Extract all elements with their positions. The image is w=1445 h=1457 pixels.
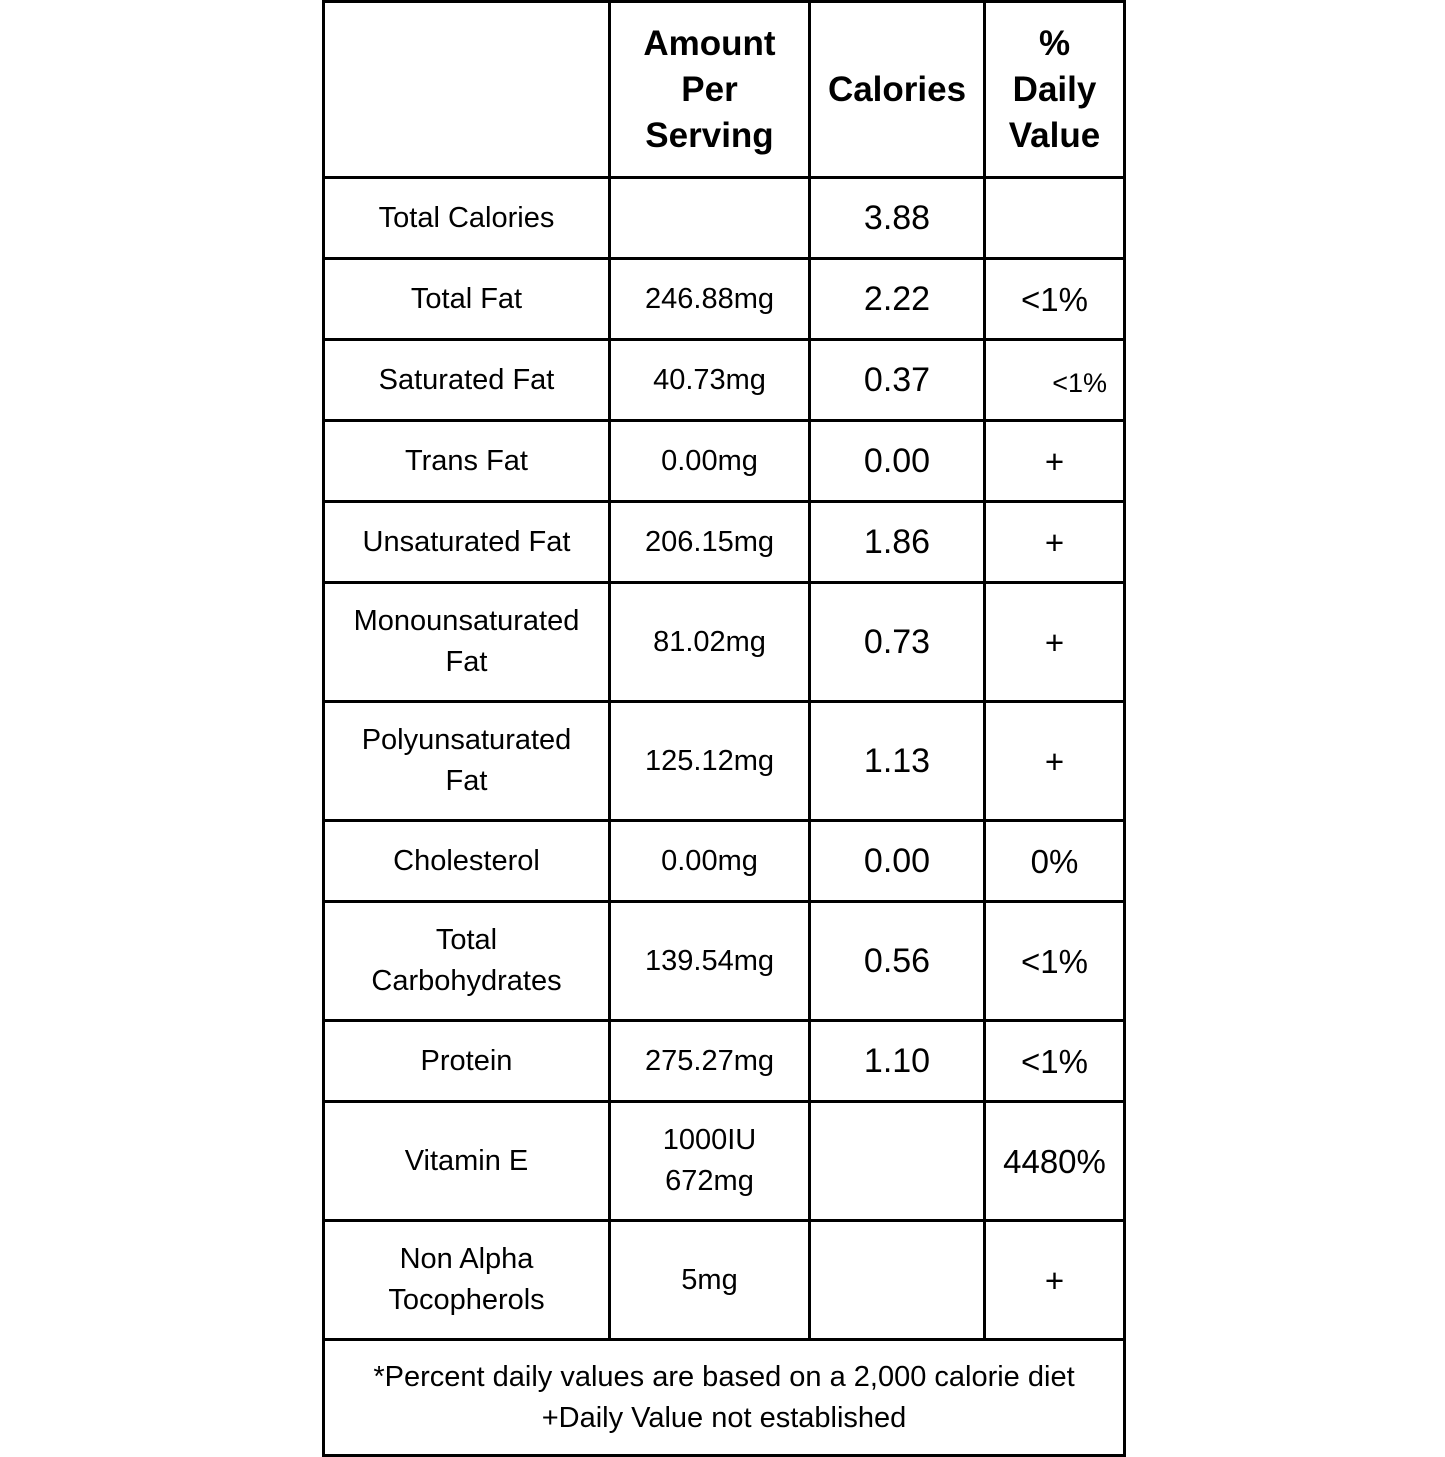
daily-value-percent: <1%: [985, 259, 1125, 340]
nutrient-name: [324, 178, 610, 259]
nutrient-name-line: Cholesterol: [393, 844, 540, 877]
amount-line: 139.54mg: [645, 944, 774, 977]
calories-value: [810, 1221, 985, 1340]
header-amount-line: Serving: [645, 115, 774, 155]
amount-line: 0.00mg: [661, 844, 758, 877]
header-dv-line: %: [1038, 23, 1071, 63]
calories-value: 0.56: [810, 902, 985, 1021]
nutrient-name-line: Polyunsaturated: [361, 724, 572, 756]
amount-line: 125.12mg: [645, 744, 774, 777]
calories-value: 2.22: [810, 259, 985, 340]
header-amount-line: Per: [681, 69, 738, 109]
nutrient-name-line: Monounsaturated: [353, 605, 580, 637]
calories-value: 1.10: [810, 1021, 985, 1102]
nutrient-name: [324, 259, 610, 340]
nutrient-name-line: Protein: [420, 1044, 513, 1077]
amount-per-serving: [610, 583, 810, 702]
calories-value: 0.37: [810, 340, 985, 421]
daily-value-percent: 4480%: [985, 1102, 1125, 1221]
amount-per-serving: [610, 821, 810, 902]
nutrient-name-line: Carbohydrates: [371, 965, 562, 997]
footnote-line-not-established: +Daily Value not established: [541, 1401, 907, 1434]
table-row: [324, 421, 1125, 502]
table-row: [324, 583, 1125, 702]
nutrient-name: [324, 1221, 610, 1340]
table-row: [324, 340, 1125, 421]
header-row: [324, 2, 1125, 178]
header-amount-per-serving: [610, 2, 810, 178]
nutrient-name: [324, 502, 610, 583]
calories-value: 0.00: [810, 821, 985, 902]
nutrient-name-line: Total Fat: [410, 282, 523, 315]
calories-value: 3.88: [810, 178, 985, 259]
calories-value: 0.00: [810, 421, 985, 502]
calories-value: 0.73: [810, 583, 985, 702]
header-daily-value: [985, 2, 1125, 178]
nutrient-name: [324, 902, 610, 1021]
table-row: [324, 1221, 1125, 1340]
daily-value-percent: +: [985, 421, 1125, 502]
amount-line: 672mg: [665, 1165, 754, 1197]
nutrient-name: [324, 1102, 610, 1221]
table-row: [324, 259, 1125, 340]
amount-line: 81.02mg: [653, 625, 766, 658]
nutrient-name: [324, 421, 610, 502]
amount-per-serving: [610, 502, 810, 583]
amount-per-serving: [610, 902, 810, 1021]
amount-line: 1000IU: [662, 1124, 757, 1156]
amount-per-serving: [610, 1021, 810, 1102]
table-row: [324, 702, 1125, 821]
daily-value-percent: 0%: [985, 821, 1125, 902]
amount-line: 0.00mg: [661, 444, 758, 477]
nutrient-name: [324, 583, 610, 702]
daily-value-percent: +: [985, 1221, 1125, 1340]
nutrient-name-line: Saturated Fat: [378, 363, 555, 396]
amount-per-serving: [610, 340, 810, 421]
nutrient-name-line: Fat: [445, 765, 488, 797]
daily-value-percent: <1%: [985, 1021, 1125, 1102]
daily-value-percent: <1%: [985, 340, 1125, 421]
amount-per-serving: [610, 178, 810, 259]
nutrient-name: [324, 702, 610, 821]
amount-per-serving: [610, 1221, 810, 1340]
nutrient-name-line: Non Alpha: [399, 1243, 534, 1275]
table-row: [324, 902, 1125, 1021]
header-dv-line: Value: [1008, 115, 1101, 155]
amount-line: 40.73mg: [653, 363, 766, 396]
daily-value-percent: +: [985, 583, 1125, 702]
nutrient-name-line: Tocopherols: [388, 1284, 545, 1316]
amount-per-serving: [610, 421, 810, 502]
daily-value-percent: +: [985, 702, 1125, 821]
nutrient-name-line: Trans Fat: [404, 444, 528, 477]
table-row: [324, 1102, 1125, 1221]
nutrient-rows: [324, 178, 1125, 1340]
nutrient-name-line: Fat: [445, 646, 488, 678]
amount-line: 275.27mg: [645, 1044, 774, 1077]
calories-value: 1.86: [810, 502, 985, 583]
header-dv-line: Daily: [1012, 69, 1097, 109]
table-row: [324, 821, 1125, 902]
amount-line: 206.15mg: [645, 525, 774, 558]
nutrient-name-line: Unsaturated Fat: [362, 525, 571, 558]
amount-per-serving: [610, 1102, 810, 1221]
nutrient-name-line: Vitamin E: [404, 1144, 529, 1177]
nutrient-name-line: Total Calories: [378, 201, 555, 234]
header-calories: Calories: [810, 2, 985, 178]
footnote-line-percent: *Percent daily values are based on a 2,000 calorie diet: [373, 1360, 1075, 1393]
header-amount-line: Amount: [643, 23, 776, 63]
nutrition-table: [322, 0, 1126, 1457]
header-nutrient: [324, 2, 610, 178]
footnote: [324, 1340, 1125, 1456]
calories-value: [810, 1102, 985, 1221]
nutrient-name: [324, 821, 610, 902]
amount-line: 5mg: [681, 1263, 738, 1296]
amount-per-serving: [610, 259, 810, 340]
amount-per-serving: [610, 702, 810, 821]
table-row: [324, 1021, 1125, 1102]
table-row: [324, 502, 1125, 583]
nutrient-name: [324, 1021, 610, 1102]
footnote-row: [324, 1340, 1125, 1456]
daily-value-percent: <1%: [985, 902, 1125, 1021]
daily-value-percent: [985, 178, 1125, 259]
daily-value-percent: +: [985, 502, 1125, 583]
calories-value: 1.13: [810, 702, 985, 821]
nutrient-name: [324, 340, 610, 421]
nutrient-name-line: Total: [435, 924, 498, 956]
table-row: [324, 178, 1125, 259]
amount-line: 246.88mg: [645, 282, 774, 315]
